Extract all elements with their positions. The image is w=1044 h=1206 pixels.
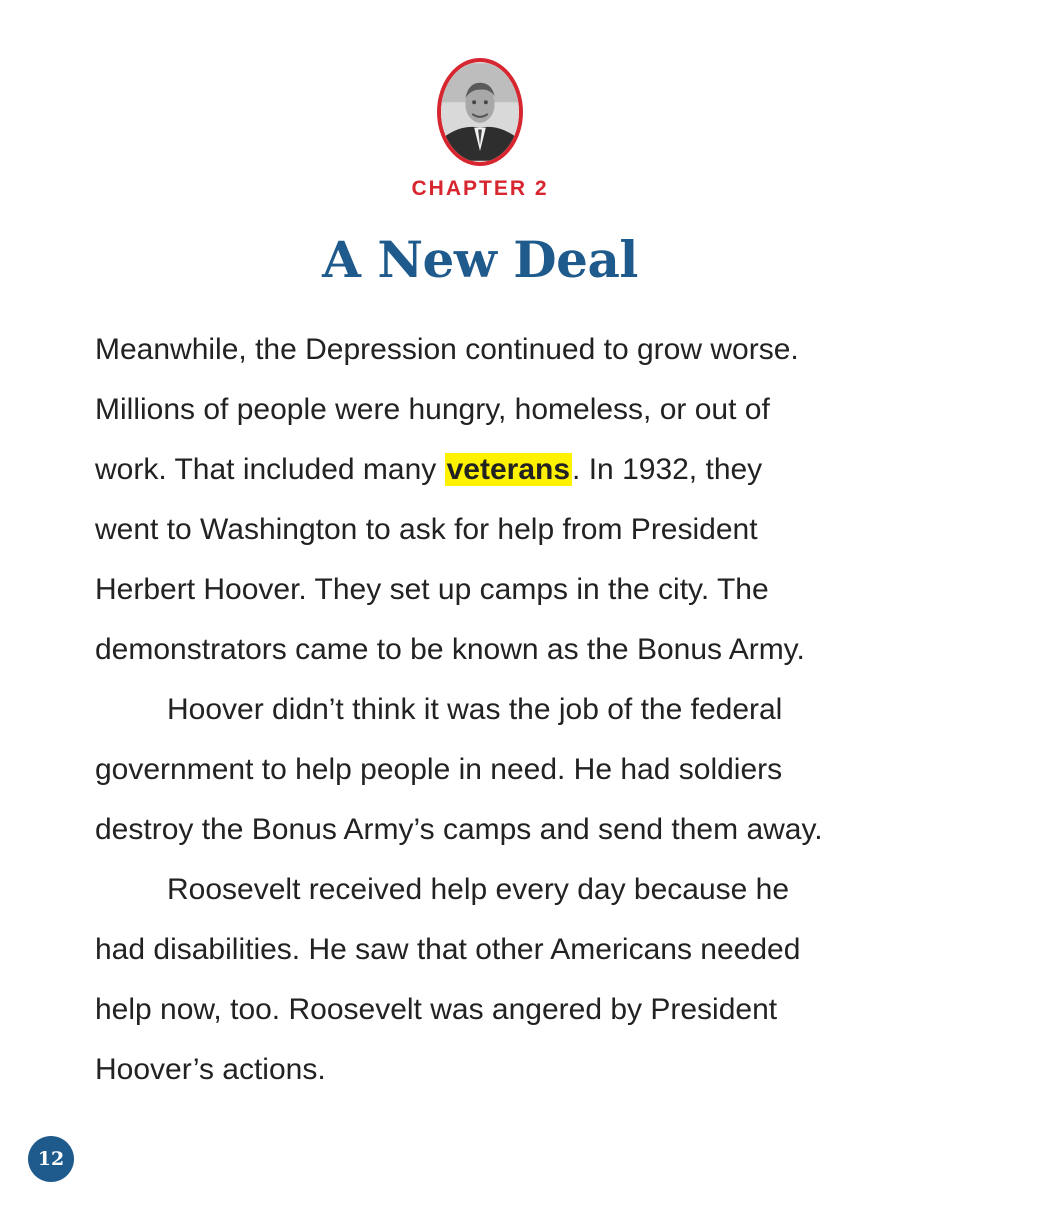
chapter-portrait: [437, 58, 523, 166]
chapter-label: CHAPTER 2: [411, 177, 549, 200]
text-line: Millions of people were hungry, homeless, or out of: [95, 393, 770, 426]
portrait-photo-icon: [441, 62, 519, 162]
text-segment: . In 1932, they: [572, 453, 763, 486]
text-line: went to Washington to ask for help from President: [95, 513, 758, 546]
text-line: demonstrators came to be known as the Bonus Army.: [95, 633, 805, 666]
page-number-badge: 12: [28, 1136, 74, 1182]
text-line-with-highlight: [95, 440, 875, 500]
body-text: [95, 320, 875, 1100]
text-segment: work. That included many: [95, 453, 445, 486]
text-line: government to help people in need. He had soldiers: [95, 753, 783, 786]
text-line: Hoover didn’t think it was the job of the federal: [167, 693, 783, 726]
text-line: Herbert Hoover. They set up camps in the city. The: [95, 573, 769, 606]
vocabulary-word-veterans[interactable]: veterans: [446, 453, 571, 486]
text-line: Meanwhile, the Depression continued to grow worse.: [95, 333, 799, 366]
chapter-title: A New Deal: [322, 230, 638, 289]
text-line: Hoover’s actions.: [95, 1053, 326, 1086]
text-line: destroy the Bonus Army’s camps and send them away.: [95, 813, 823, 846]
text-line: Roosevelt received help every day because he: [167, 873, 790, 906]
text-line: had disabilities. He saw that other Americans needed: [95, 933, 801, 966]
text-line: help now, too. Roosevelt was angered by President: [95, 993, 778, 1026]
